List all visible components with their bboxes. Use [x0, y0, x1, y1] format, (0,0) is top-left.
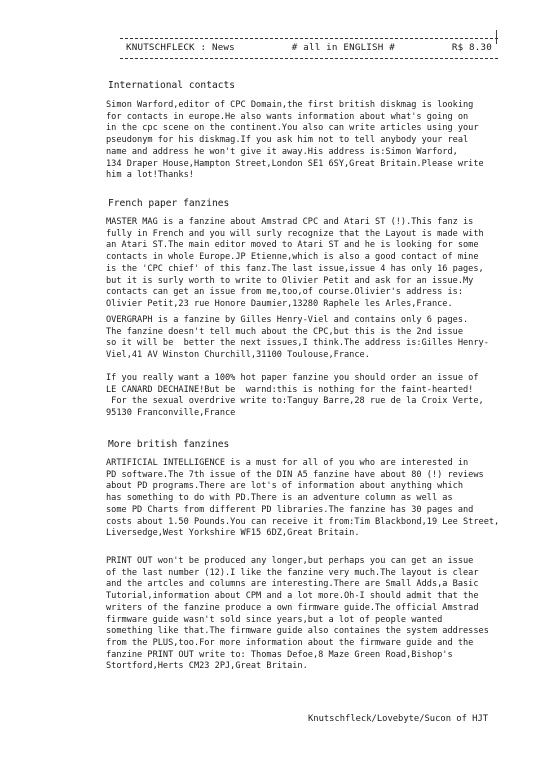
header-title: KNUTSCHFLECK : News — [126, 42, 235, 53]
header-tag: # all in ENGLISH # — [291, 42, 395, 53]
section-title-french-fanzines: French paper fanzines — [108, 198, 230, 209]
paragraph-artificial-intelligence: ARTIFICIAL INTELLIGENCE is a must for all of you who are interested in PD software.The 7th issue of the DIN A5 fanzine have about 80 (!) reviews about PD programs.There are lot's of information about anything which has something to do with PD.There is an adventure column as well as some PD Charts from different PD libraries.The fanzine has 30 pages and costs about 1.50 Pounds.You can receive it from:Tim Blackbond,19 Lee Street, Liversedge,West Yorkshire WF15 6DZ,Great Britain. — [106, 458, 500, 539]
paragraph-canard-dechaine: If you really want a 100% hot paper fanzine you should order an issue of LE CANARD DECHAINE!But be warnd:this is nothing for the faint-hearted! For the sexual overdrive write to:Tanguy Barre,28 rue de la Croix Verte, 95130 Franconville,France — [106, 373, 484, 419]
header-code: R$ 8.30 — [451, 42, 492, 53]
header-bottom-rule — [120, 58, 498, 59]
page-header — [120, 38, 498, 59]
paragraph-simon-warford: Simon Warford,editor of CPC Domain,the first british diskmag is looking for contacts in europe.He also wants information about what's going on in the cpc scene on the continent.You also can write articles using your pseudonym for his diskmag.If you ask him not to tell anybody your real name and address he won't give it away.His address is:Simon Warford, 134 Draper House,Hampton Street,London SE1 6SY,Great Britain.Please write him a lot!Thanks! — [106, 100, 484, 181]
paragraph-master-mag: MASTER MAG is a fanzine about Amstrad CPC and Atari ST (!).This fanz is fully in French and you will surly recognize that the Layout is made with an Atari ST.The main editor moved to Atari ST and he is looking for some contacts in whole Europe.JP Etienne,which is also a good contact of mine is the 'CPC chief' of this fanz.The last issue,issue 4 has only 16 pages, but it is surly worth to write to Olivier Petit and ask for an issue.My contacts can get an issue from me,too,of course.Olivier's address is: Olivier Petit,23 rue Honore Daumier,13280 Raphele les Arles,France. — [106, 217, 484, 309]
page-footer: Knutschfleck/Lovebyte/Sucon of HJT — [308, 714, 489, 724]
section-title-british-fanzines: More british fanzines — [108, 439, 230, 450]
section-title-international-contacts: International contacts — [108, 80, 236, 91]
paragraph-overgraph: OVERGRAPH is a fanzine by Gilles Henry-Viel and contains only 6 pages. The fanzine doesn't tell much about the CPC,but this is the 2nd issue so it will be better the next issues,I think.The address is:Gilles Henry- Viel,41 AV Winston Churchill,31100 Toulouse,France. — [106, 315, 489, 361]
header-row — [120, 39, 498, 55]
paragraph-print-out: PRINT OUT won't be produced any longer,but perhaps you can get an issue of the last number (12).I like the fanzine very much.The layout is clear and the artcles and columns are interesting.There are Small Adds,a Basic Tutorial,information about CPM and a lot more.Oh-I should admit that the writers of the fanzine produce a own firmware guide.The official Amstrad firmware guide wasn't sold since years,but a lot of people wanted something like that.The firmware guide also containes the system addresses from the PLUS,too.For more information about the firmware guide and the fanzine PRINT OUT write to: Thomas Defoe,8 Maze Green Road,Bishop's Stortford,Herts CM23 2PJ,Great Britain. — [106, 556, 489, 672]
